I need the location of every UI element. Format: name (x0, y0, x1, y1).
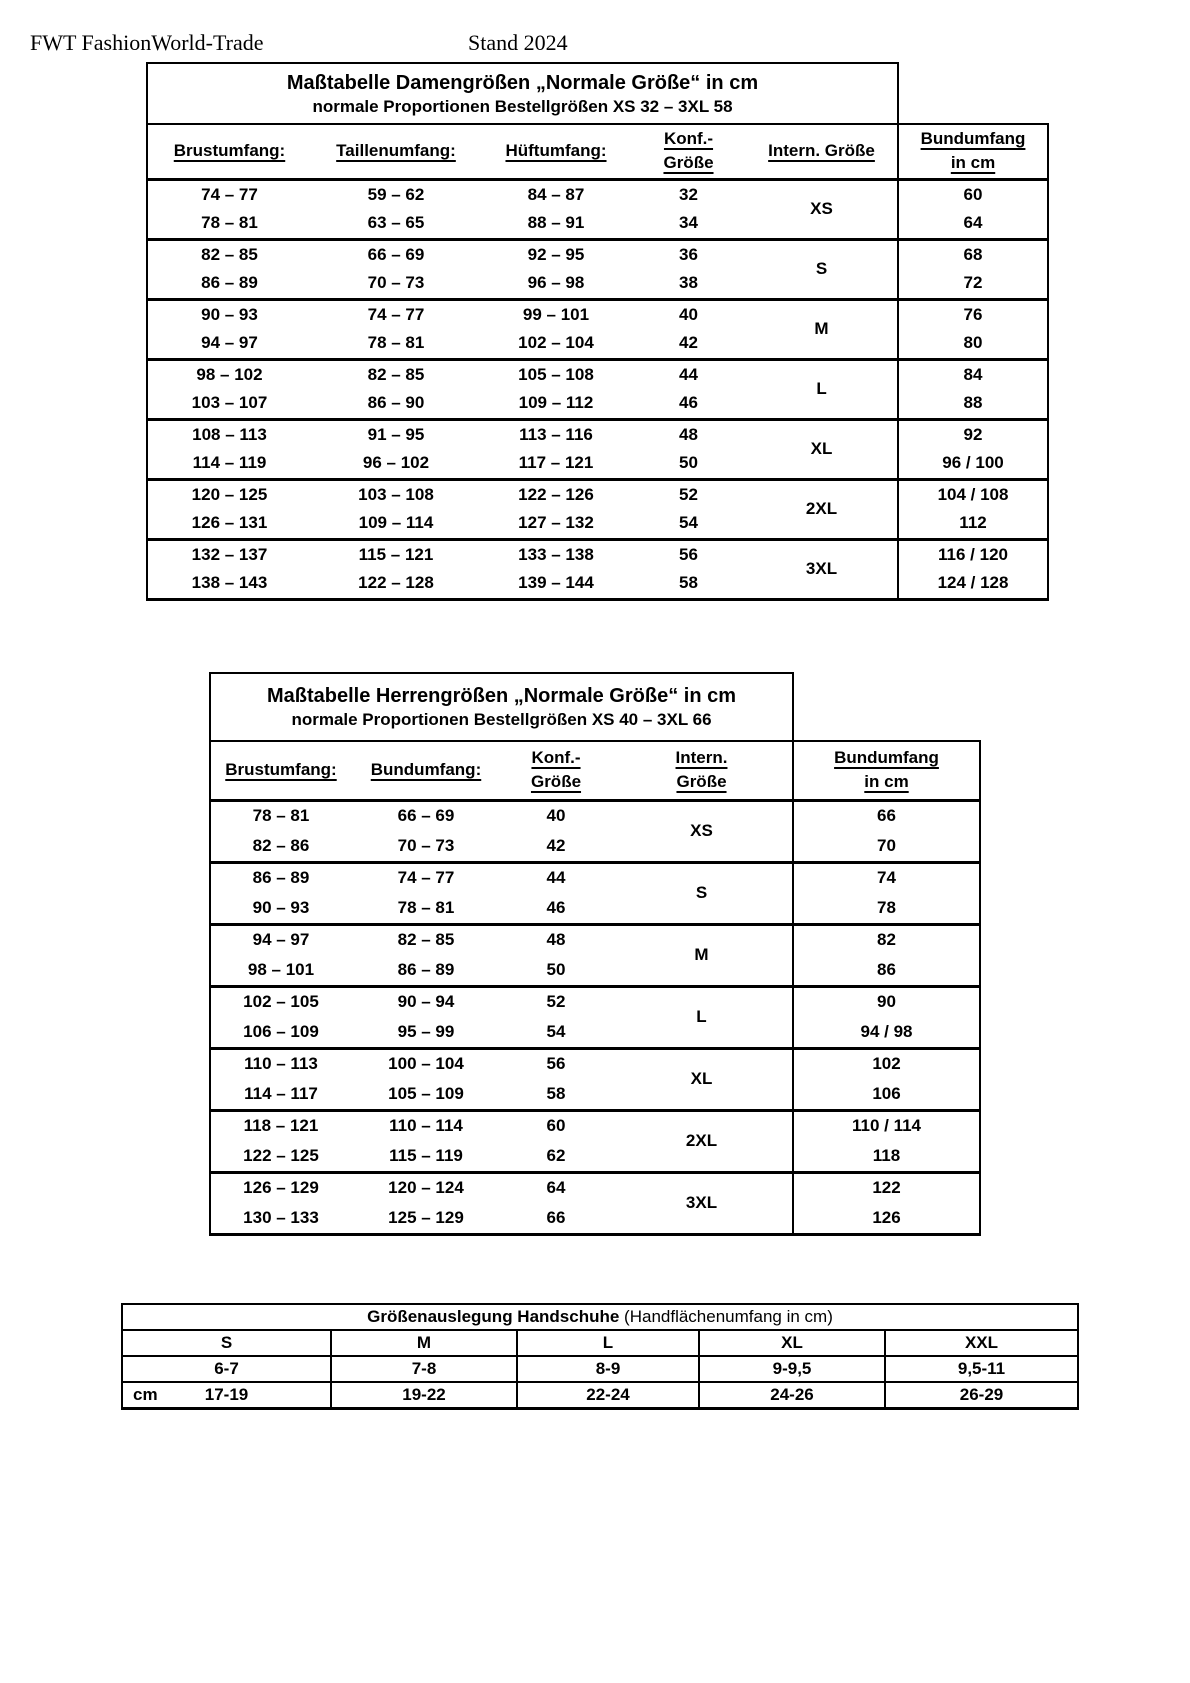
chest-range: 126 – 131 (147, 509, 311, 539)
table-row (210, 1017, 980, 1048)
chest-range: 86 – 89 (147, 269, 311, 299)
chest-range: 102 – 105 (210, 986, 351, 1017)
table-row (147, 419, 1048, 449)
bund-range: 100 – 104 (388, 1054, 464, 1074)
chest-range: 126 – 129 (210, 1172, 351, 1203)
konf-size: 56 (546, 1054, 566, 1074)
glove-size-label: XXL (885, 1330, 1078, 1356)
chest-range: 106 – 109 (210, 1017, 351, 1048)
gloves-hand-size-row (122, 1356, 1078, 1382)
intl-size: M (746, 299, 898, 359)
col-header-intl: Intern. Größe (611, 741, 793, 800)
waist-range: 70 – 73 (311, 269, 481, 299)
bund-range: 95 – 99 (351, 1017, 501, 1048)
chest-range: 110 – 113 (210, 1048, 351, 1079)
chest-range: 108 – 113 (147, 419, 311, 449)
bund-value: 104 / 108 (898, 479, 1048, 509)
table-header-row (210, 741, 980, 800)
glove-cm-value: 26-29 (885, 1382, 1078, 1408)
col-header-waist: Taillenumfang: (311, 124, 481, 179)
bund-value: 74 (793, 862, 980, 893)
table-row (210, 1079, 980, 1110)
konf-size: 34 (631, 209, 746, 239)
konf-size: 40 (546, 806, 566, 826)
gloves-title (122, 1304, 1078, 1330)
bund-value: 84 (898, 359, 1048, 389)
table-row (147, 179, 1048, 209)
glove-hand-size: 9-9,5 (699, 1356, 885, 1382)
document-version: Stand 2024 (468, 30, 568, 55)
intl-size: L (746, 359, 898, 419)
waist-range: 74 – 77 (367, 304, 425, 324)
konf-size: 36 (679, 244, 698, 264)
intl-size: 3XL (611, 1172, 793, 1234)
table-row (210, 893, 980, 924)
konf-size: 44 (546, 868, 566, 888)
chest-range: 82 – 86 (210, 831, 351, 862)
table-title: Maßtabelle Herrengrößen „Normale Größe“ in cm (267, 685, 736, 707)
gloves-title-bold: Größenauslegung Handschuhe (367, 1307, 620, 1326)
konf-size: 64 (546, 1178, 566, 1198)
glove-cm-value: cm 17-19 (122, 1382, 331, 1408)
bund-value: 88 (898, 389, 1048, 419)
hip-range: 96 – 98 (481, 269, 631, 299)
konf-size: 66 (501, 1203, 611, 1234)
bund-value: 86 (793, 955, 980, 986)
table-row (210, 1203, 980, 1234)
glove-size-label: L (517, 1330, 699, 1356)
table-row (210, 986, 980, 1017)
table-row (147, 569, 1048, 599)
chest-range: 138 – 143 (147, 569, 311, 599)
gloves-size-row (122, 1330, 1078, 1356)
bund-value: 92 (898, 419, 1048, 449)
glove-cm-value: 19-22 (331, 1382, 517, 1408)
konf-size: 32 (679, 184, 698, 204)
intl-size: L (611, 986, 793, 1048)
hip-range: 105 – 108 (518, 364, 594, 384)
bund-range: 66 – 69 (397, 806, 455, 826)
konf-size: 42 (631, 329, 746, 359)
intl-size: 3XL (746, 539, 898, 599)
table-row (147, 299, 1048, 329)
women-size-table (146, 62, 1049, 601)
konf-size: 44 (679, 364, 698, 384)
konf-size: 56 (679, 544, 698, 564)
konf-size: 54 (501, 1017, 611, 1048)
intl-size: XS (746, 179, 898, 239)
chest-range: 118 – 121 (210, 1110, 351, 1141)
hip-range: 122 – 126 (518, 484, 594, 504)
bund-range: 115 – 119 (351, 1141, 501, 1172)
konf-size: 50 (631, 449, 746, 479)
chest-range: 90 – 93 (147, 299, 311, 329)
chest-range: 82 – 85 (147, 239, 311, 269)
intl-size: S (611, 862, 793, 924)
table-title-box (147, 63, 898, 124)
bund-value: 68 (898, 239, 1048, 269)
chest-range: 94 – 97 (147, 329, 311, 359)
konf-size: 50 (501, 955, 611, 986)
gloves-title-note: (Handflächenumfang in cm) (619, 1307, 833, 1326)
table-row (210, 924, 980, 955)
glove-size-label: XL (699, 1330, 885, 1356)
bund-value: 76 (898, 299, 1048, 329)
table-subtitle: normale Proportionen Bestellgrößen XS 40 – 3XL 66 (291, 710, 712, 729)
konf-size: 58 (501, 1079, 611, 1110)
hip-range: 88 – 91 (481, 209, 631, 239)
bund-value: 82 (793, 924, 980, 955)
bund-value: 112 (898, 509, 1048, 539)
chest-range: 120 – 125 (147, 479, 311, 509)
bund-range: 70 – 73 (351, 831, 501, 862)
konf-size: 52 (546, 992, 566, 1012)
waist-range: 122 – 128 (311, 569, 481, 599)
bund-value: 66 (793, 800, 980, 831)
col-header-konf: Konf.- Größe (631, 124, 746, 179)
glove-hand-size: 7-8 (331, 1356, 517, 1382)
table-row (210, 1172, 980, 1203)
table-row (147, 389, 1048, 419)
glove-hand-size: 9,5-11 (885, 1356, 1078, 1382)
table-row (147, 539, 1048, 569)
col-header-hip: Hüftumfang: (481, 124, 631, 179)
waist-range: 109 – 114 (311, 509, 481, 539)
konf-size: 46 (501, 893, 611, 924)
gloves-cm-row (122, 1382, 1078, 1408)
hip-range: 133 – 138 (518, 544, 594, 564)
hip-range: 84 – 87 (527, 184, 585, 204)
konf-size: 46 (631, 389, 746, 419)
chest-range: 98 – 101 (210, 955, 351, 986)
bund-value: 94 / 98 (793, 1017, 980, 1048)
glove-hand-size: 8-9 (517, 1356, 699, 1382)
hip-range: 113 – 116 (519, 424, 593, 444)
intl-size: 2XL (746, 479, 898, 539)
chest-range: 86 – 89 (210, 862, 351, 893)
intl-size: 2XL (611, 1110, 793, 1172)
document-brand: FWT FashionWorld-Trade (30, 30, 264, 55)
bund-value: 90 (793, 986, 980, 1017)
bund-value: 64 (898, 209, 1048, 239)
table-row (147, 269, 1048, 299)
table-row (147, 239, 1048, 269)
col-header-chest: Brustumfang: (147, 124, 311, 179)
bund-range: 82 – 85 (397, 930, 455, 950)
waist-range: 115 – 121 (358, 544, 434, 564)
bund-range: 78 – 81 (351, 893, 501, 924)
hip-range: 127 – 132 (481, 509, 631, 539)
chest-range: 114 – 119 (147, 449, 311, 479)
table-header-row (147, 124, 1048, 179)
table-row (147, 509, 1048, 539)
konf-size: 48 (546, 930, 566, 950)
konf-size: 62 (501, 1141, 611, 1172)
chest-range: 103 – 107 (147, 389, 311, 419)
bund-range: 125 – 129 (351, 1203, 501, 1234)
bund-value: 122 (793, 1172, 980, 1203)
konf-size: 42 (501, 831, 611, 862)
waist-range: 82 – 85 (367, 364, 425, 384)
intl-size: M (611, 924, 793, 986)
konf-size: 60 (546, 1116, 566, 1136)
bund-value: 78 (793, 893, 980, 924)
bund-value: 72 (898, 269, 1048, 299)
bund-range: 110 – 114 (389, 1116, 463, 1136)
table-title: Maßtabelle Damengrößen „Normale Größe“ in cm (286, 71, 759, 94)
table-row (210, 831, 980, 862)
bund-range: 90 – 94 (397, 992, 455, 1012)
table-row (147, 209, 1048, 239)
hip-range: 139 – 144 (481, 569, 631, 599)
intl-size: S (746, 239, 898, 299)
col-header-konf: Konf.- Größe (501, 741, 611, 800)
spacer-cell (898, 63, 1048, 124)
chest-range: 78 – 81 (210, 800, 351, 831)
hip-range: 117 – 121 (481, 449, 631, 479)
waist-range: 91 – 95 (367, 424, 425, 444)
table-row (210, 800, 980, 831)
bund-value: 70 (793, 831, 980, 862)
table-row (210, 1141, 980, 1172)
table-row (147, 359, 1048, 389)
bund-value: 106 (793, 1079, 980, 1110)
waist-range: 96 – 102 (311, 449, 481, 479)
glove-size-label: S (122, 1330, 331, 1356)
glove-cm-value: 24-26 (699, 1382, 885, 1408)
spacer-cell (793, 673, 980, 741)
table-title-row (210, 673, 980, 741)
glove-hand-size: 6-7 (122, 1356, 331, 1382)
hip-range: 92 – 95 (527, 244, 585, 264)
bund-value: 124 / 128 (898, 569, 1048, 599)
konf-size: 48 (679, 424, 698, 444)
bund-value: 126 (793, 1203, 980, 1234)
gloves-title-row (122, 1304, 1078, 1330)
bund-range: 105 – 109 (351, 1079, 501, 1110)
table-subtitle: normale Proportionen Bestellgrößen XS 32 – 3XL 58 (312, 96, 733, 116)
table-row (210, 955, 980, 986)
chest-range: 74 – 77 (147, 179, 311, 209)
konf-size: 58 (631, 569, 746, 599)
waist-range: 78 – 81 (311, 329, 481, 359)
konf-size: 54 (631, 509, 746, 539)
bund-range: 86 – 89 (351, 955, 501, 986)
col-header-intl: Intern. Größe (746, 124, 898, 179)
intl-size: XL (611, 1048, 793, 1110)
table-row (210, 1048, 980, 1079)
hip-range: 102 – 104 (481, 329, 631, 359)
intl-size: XL (746, 419, 898, 479)
chest-range: 130 – 133 (210, 1203, 351, 1234)
chest-range: 122 – 125 (210, 1141, 351, 1172)
chest-range: 94 – 97 (210, 924, 351, 955)
intl-size: XS (611, 800, 793, 862)
bund-value: 116 / 120 (898, 539, 1048, 569)
konf-size: 52 (679, 484, 698, 504)
bund-value: 118 (793, 1141, 980, 1172)
table-row (210, 862, 980, 893)
table-row (147, 479, 1048, 509)
bund-value: 80 (898, 329, 1048, 359)
waist-range: 63 – 65 (311, 209, 481, 239)
col-header-bund-range: Bundumfang: (351, 741, 501, 800)
hip-range: 109 – 112 (481, 389, 631, 419)
waist-range: 103 – 108 (358, 484, 434, 504)
chest-range: 132 – 137 (147, 539, 311, 569)
col-header-bund: Bundumfang in cm (898, 124, 1048, 179)
waist-range: 59 – 62 (367, 184, 425, 204)
glove-cm-value: 22-24 (517, 1382, 699, 1408)
chest-range: 78 – 81 (147, 209, 311, 239)
table-title-box (210, 673, 793, 741)
bund-range: 74 – 77 (397, 868, 455, 888)
men-size-table (209, 672, 981, 1236)
col-header-chest: Brustumfang: (210, 741, 351, 800)
waist-range: 66 – 69 (367, 244, 425, 264)
chest-range: 90 – 93 (210, 893, 351, 924)
glove-size-label: M (331, 1330, 517, 1356)
bund-value: 110 / 114 (793, 1110, 980, 1141)
table-row (210, 1110, 980, 1141)
bund-value: 60 (898, 179, 1048, 209)
bund-value: 96 / 100 (898, 449, 1048, 479)
col-header-bund: Bundumfang in cm (793, 741, 980, 800)
hip-range: 99 – 101 (522, 304, 590, 324)
konf-size: 40 (679, 304, 698, 324)
table-row (147, 329, 1048, 359)
gloves-size-table (121, 1303, 1079, 1410)
konf-size: 38 (631, 269, 746, 299)
chest-range: 98 – 102 (147, 359, 311, 389)
table-row (147, 449, 1048, 479)
bund-value: 102 (793, 1048, 980, 1079)
table-title-row (147, 63, 1048, 124)
bund-range: 120 – 124 (388, 1178, 464, 1198)
waist-range: 86 – 90 (311, 389, 481, 419)
chest-range: 114 – 117 (210, 1079, 351, 1110)
cm-unit-label: cm (133, 1384, 158, 1404)
